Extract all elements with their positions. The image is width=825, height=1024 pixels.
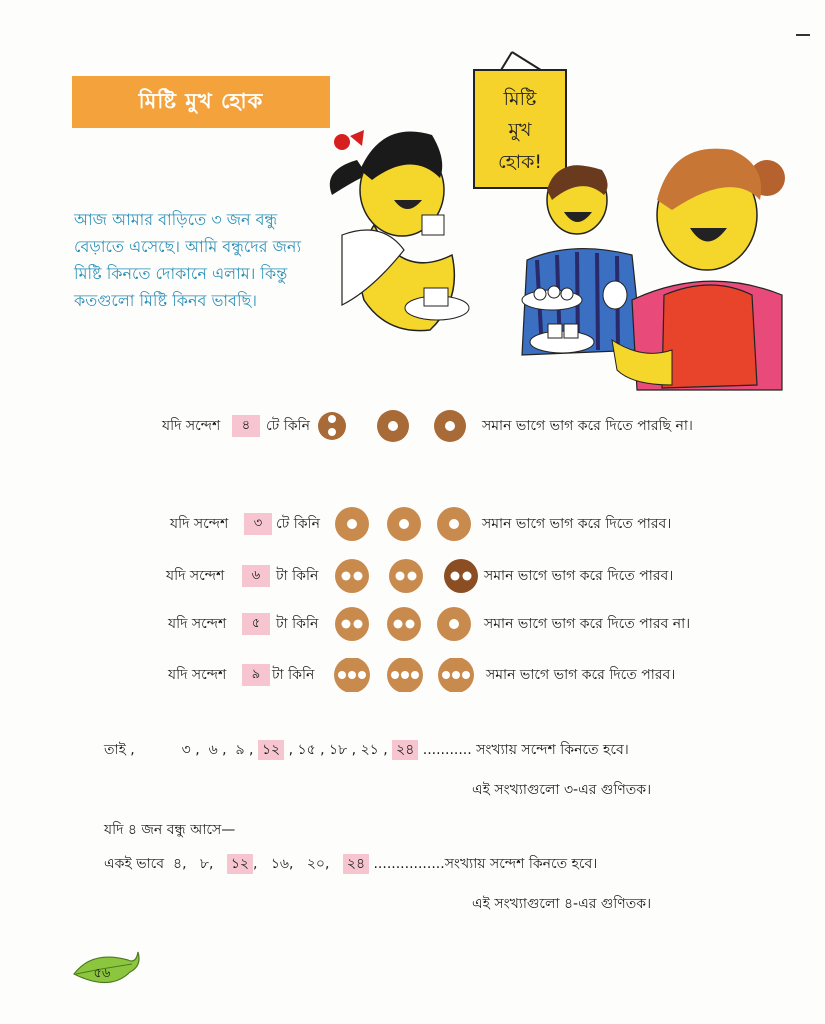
four-friends-heading: যদি ৪ জন বন্ধু আসে—: [104, 822, 236, 838]
multiples-of-4-line: একই ভাবে ৪, ৮, ১২ , ১৬, ২০, ২৪ ................সংখ্যায় সন্দেশ কিনতে হবে।: [104, 856, 598, 872]
row-prefix: যদি সন্দেশ: [170, 516, 229, 532]
seq-tail: ................সংখ্যায় সন্দেশ কিনতে হবে।: [373, 856, 598, 872]
multiples-of-4-note: এই সংখ্যাগুলো ৪-এর গুণিতক।: [472, 896, 652, 912]
row-result: সমান ভাগে ভাগ করে দিতে পারব।: [482, 516, 672, 532]
seq-number-highlight: ১২: [227, 854, 253, 874]
row-prefix: যদি সন্দেশ: [168, 667, 227, 683]
count-badge: ৫: [242, 613, 270, 635]
row-result: সমান ভাগে ভাগ করে দিতে পারব।: [486, 667, 676, 683]
sweets-group: [318, 409, 468, 443]
row-result: সমান ভাগে ভাগ করে দিতে পারব না।: [484, 616, 691, 632]
sweet-shop-sign: [474, 52, 566, 188]
multiples-of-3-note: এই সংখ্যাগুলো ৩-এর গুণিতক।: [472, 782, 652, 798]
page-number: ৫৬: [93, 966, 111, 981]
row-result: সমান ভাগে ভাগ করে দিতে পারছি না।: [482, 418, 693, 434]
section-title-banner: [72, 76, 330, 128]
seq-number: ৯: [235, 742, 245, 758]
sweet-shop-illustration: [312, 50, 792, 395]
section-title: মিষ্টি মুখ হোক: [138, 88, 264, 113]
sweets-group: [334, 507, 474, 541]
sweets-group: [334, 607, 474, 641]
row-unit: টা কিনি: [272, 667, 315, 683]
count-badge: ৬: [242, 565, 270, 587]
seq-number: ৮: [199, 856, 209, 872]
seq-tail: ........... সংখ্যায় সন্দেশ কিনতে হবে।: [422, 742, 629, 758]
seq-number: ১৮: [329, 742, 348, 758]
seq-number: ৬: [208, 742, 218, 758]
row-unit: টা কিনি: [276, 568, 319, 584]
girl-eating-sweet: [330, 130, 469, 331]
row-prefix: যদি সন্দেশ: [162, 418, 221, 434]
seq-number: ২১: [360, 742, 379, 758]
row-prefix: যদি সন্দেশ: [166, 568, 225, 584]
sign-line-3: হোক!: [497, 151, 543, 173]
count-badge: ৯: [242, 664, 270, 686]
row-unit: টে কিনি: [266, 418, 310, 434]
seq-lead: একই ভাবে: [104, 856, 165, 872]
top-corner-mark: [796, 34, 810, 36]
sign-line-1: মিষ্টি: [503, 88, 537, 110]
row-result: সমান ভাগে ভাগ করে দিতে পারব।: [484, 568, 674, 584]
seq-number: ৩: [181, 742, 191, 758]
multiples-of-3-line: তাই , ৩ , ৬ , ৯ , ১২ , ১৫ , ১৮ , ২১ , ২৪ ........... সংখ্যায় সন্দেশ কিনতে হবে।: [104, 742, 629, 758]
count-badge: ৩: [244, 513, 272, 535]
sweets-group: [334, 559, 482, 593]
intro-paragraph: আজ আমার বাড়িতে ৩ জন বন্ধু বেড়াতে এসেছে। আমি বন্ধুদের জন্য মিষ্টি কিনতে দোকানে এলাম। কিন্তু কতগুলো মিষ্টি কিনব ভাবছি।: [74, 210, 302, 310]
sign-line-2: মুখ: [508, 119, 532, 141]
seq-number: ৪: [173, 856, 183, 872]
row-unit: টে কিনি: [276, 516, 320, 532]
boy-with-plate: [522, 166, 642, 356]
seq-number: ২০: [306, 856, 326, 872]
sweets-group: [332, 658, 478, 692]
seq-number-highlight: ১২: [258, 740, 284, 760]
page-number-leaf: [70, 948, 142, 992]
seq-number: ১৫: [297, 742, 316, 758]
row-unit: টা কিনি: [276, 616, 319, 632]
row-prefix: যদি সন্দেশ: [168, 616, 227, 632]
count-badge: ৪: [232, 415, 260, 437]
seq-lead: তাই ,: [104, 742, 135, 758]
seq-number: ১৬: [270, 856, 289, 872]
seq-number-highlight: ২৪: [343, 854, 369, 874]
seq-number-highlight: ২৪: [392, 740, 418, 760]
